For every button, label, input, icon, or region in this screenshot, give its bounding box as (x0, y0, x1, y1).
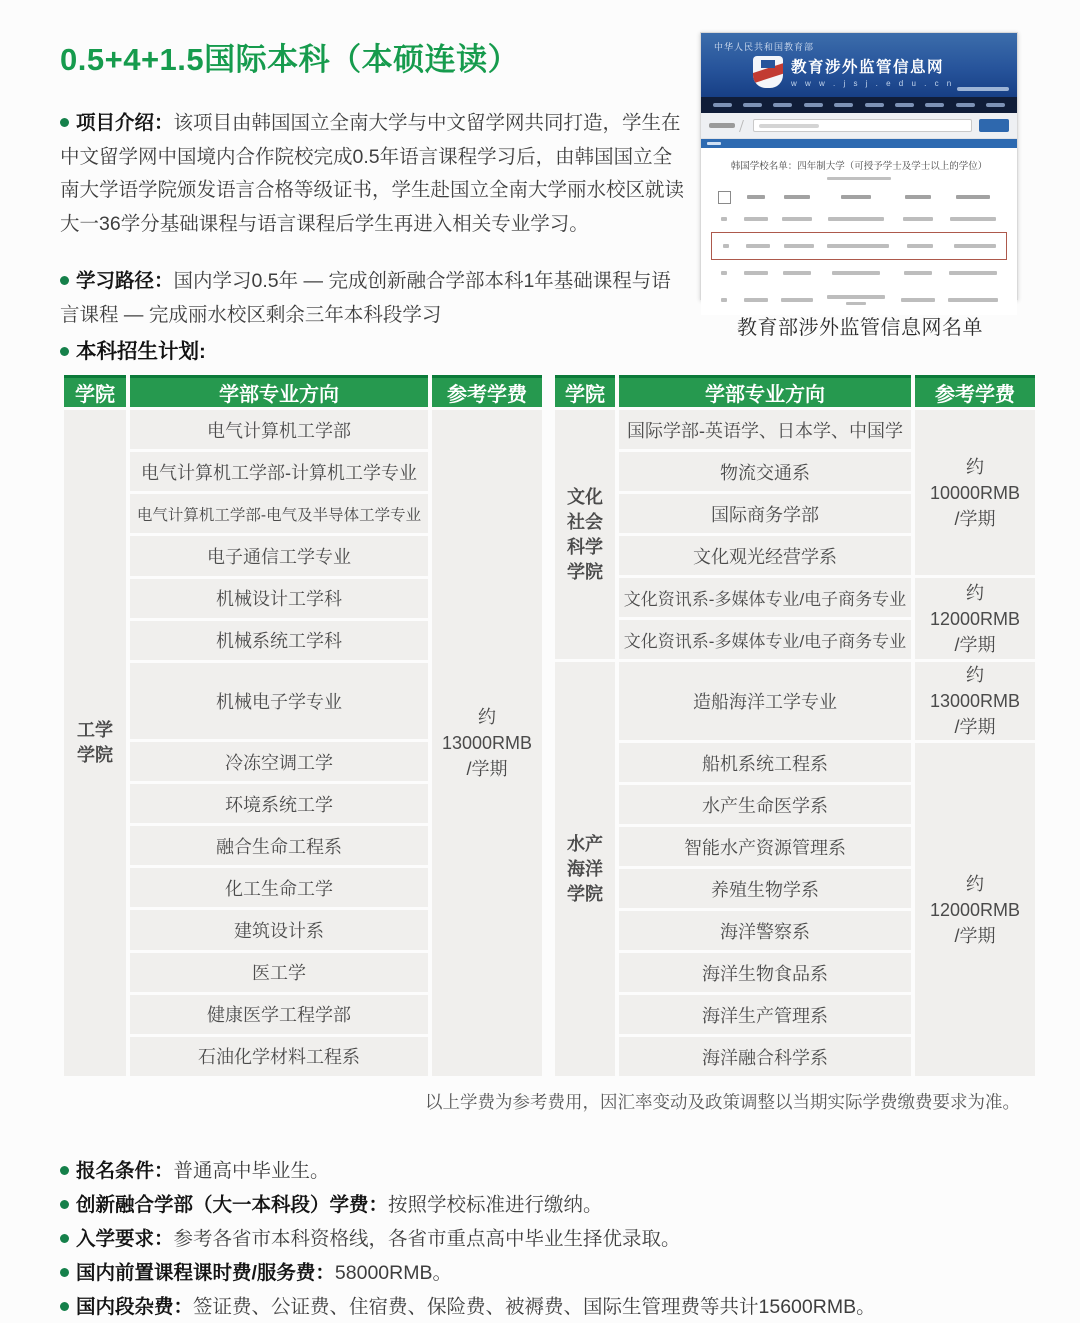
bullet-dot-icon (60, 1234, 69, 1243)
mini-header-cell (747, 195, 765, 199)
bullet-dot-icon (60, 1166, 69, 1175)
mini-breadcrumb-strip (701, 139, 1017, 148)
intro-text: 该项目由韩国国立全南大学与中文留学网共同打造，学生在中文留学网中国境内合作院校完成0.5年语言课程学习后，由韩国国立全南大学语学院颁发语言合格等级证书，学生赴国立全南大学丽水校区就读大一36学分基础课程与语言课程后学生再进入相关专业学习。 (60, 112, 685, 235)
mini-header-cell (841, 195, 871, 199)
mini-breadcrumb-mark (707, 142, 721, 145)
bullet-dot-icon (60, 1268, 69, 1277)
path-text: 国内学习0.5年 — 完成创新融合学部本科1年基础课程与语言课程 — 完成丽水校区剩余三年本科段学习 (60, 270, 671, 326)
mini-list-title: 韩国学校名单：四年制大学（可授予学士及学士以上的学位） (730, 161, 988, 172)
mini-pager-bar (827, 177, 891, 180)
col-header-major: 学部专业方向 (619, 375, 911, 407)
mini-search-row (701, 113, 1017, 139)
major-cell: 文化资讯系-多媒体专业/电子商务专业 (619, 578, 911, 617)
mini-table-row (711, 261, 1007, 285)
major-cell: 海洋生产管理系 (619, 995, 911, 1034)
bullet-dot-icon (60, 118, 69, 127)
major-cell: 建筑设计系 (130, 910, 428, 949)
mini-search-input (753, 119, 972, 132)
fee-cell-fisheries-b: 约 12000RMB /学期 (915, 743, 1035, 1076)
screenshot-caption: 教育部涉外监管信息网名单 (737, 317, 983, 339)
note-item: 报名条件：普通高中毕业生。 (60, 1156, 1020, 1187)
intro-paragraph (60, 107, 688, 241)
major-cell: 冷冻空调工学 (130, 742, 428, 781)
hero-text-column (60, 28, 688, 334)
major-cell: 水产生命医学系 (619, 785, 911, 824)
major-cell: 医工学 (130, 953, 428, 992)
mini-nav-item (986, 103, 1005, 107)
fee-cell-culture-b: 约 12000RMB /学期 (915, 578, 1035, 659)
mini-header-cell (905, 195, 931, 199)
major-cell: 国际商务学部 (619, 494, 911, 533)
major-cell: 环境系统工学 (130, 784, 428, 823)
major-cell: 电子通信工学专业 (130, 536, 428, 575)
mini-site-identity (791, 55, 954, 88)
major-cell: 健康医学工程学部 (130, 995, 428, 1034)
hero-section (60, 28, 1020, 339)
bullet-dot-icon (60, 276, 69, 285)
major-cell: 融合生命工程系 (130, 826, 428, 865)
fee-cell-engineering: 约 13000RMB /学期 (432, 410, 542, 1076)
mini-nav-item (925, 103, 944, 107)
bottom-notes (60, 1156, 1020, 1323)
college-cell-fisheries: 水产 海洋 学院 (555, 662, 615, 1076)
mini-nav-item (865, 103, 884, 107)
major-cell: 造船海洋工学专业 (619, 662, 911, 740)
plan-table-engineering (60, 372, 546, 1079)
major-cell: 养殖生物学系 (619, 869, 911, 908)
bullet-dot-icon (60, 1302, 69, 1311)
college-cell-engineering: 工学 学院 (64, 410, 126, 1076)
mini-site-name: 教育涉外监管信息网 (791, 59, 945, 76)
note-item: 国内段杂费：签证费、公证费、住宿费、保险费、被褥费、国际生管理费等共计15600RMB。 (60, 1292, 1020, 1323)
mini-nav-item (713, 103, 732, 107)
mini-nav-item (834, 103, 853, 107)
major-cell: 文化观光经营学系 (619, 536, 911, 575)
major-cell: 电气计算机工学部-计算机工学专业 (130, 452, 428, 491)
fee-cell-fisheries-a: 约 13000RMB /学期 (915, 662, 1035, 740)
mini-nav-item (743, 103, 762, 107)
major-cell: 国际学部-英语学、日本学、中国学 (619, 410, 911, 449)
jsj-shield-logo-icon (753, 56, 783, 88)
major-cell: 电气计算机工学部 (130, 410, 428, 449)
major-cell: 海洋融合科学系 (619, 1037, 911, 1076)
highlighted-row-border (711, 232, 1007, 260)
mini-nav-item (804, 103, 823, 107)
mini-date-bar (957, 87, 1009, 91)
fee-footnote: 以上学费为参考费用，因汇率变动及政策调整以当期实际学费缴费要求为准。 (425, 1092, 1020, 1112)
note-item: 国内前置课程课时费/服务费：58000RMB。 (60, 1258, 1020, 1289)
mini-search-button (979, 119, 1009, 132)
mini-nav-item (956, 103, 975, 107)
enrollment-tables (60, 372, 1020, 1079)
col-header-major: 学部专业方向 (130, 375, 428, 407)
col-header-college: 学院 (64, 375, 126, 407)
major-cell: 石油化学材料工程系 (130, 1037, 428, 1076)
bullet-dot-icon (60, 347, 69, 356)
major-cell: 智能水产资源管理系 (619, 827, 911, 866)
hero-screenshot-column (700, 28, 1020, 339)
moe-site-screenshot (700, 32, 1018, 300)
major-cell: 化工生命工学 (130, 868, 428, 907)
college-cell-culture: 文化 社会 科学 学院 (555, 410, 615, 659)
mini-header-box (718, 191, 731, 204)
mini-nav-item (773, 103, 792, 107)
plan-table-culture-fisheries (551, 372, 1039, 1079)
major-cell: 海洋生物食品系 (619, 953, 911, 992)
mini-table-header (711, 187, 1007, 207)
mini-site-url: w w w . j s j . e d u . c n (791, 79, 955, 88)
mini-site-header (701, 33, 1017, 97)
note-item: 入学要求：参考各省市本科资格线，各省市重点高中毕业生择优录取。 (60, 1224, 1020, 1255)
mini-search-separator (739, 120, 749, 132)
mini-nav-item (895, 103, 914, 107)
mini-header-cell (784, 195, 810, 199)
major-cell: 船机系统工程系 (619, 743, 911, 782)
mini-site-body (701, 148, 1017, 315)
major-cell: 文化资讯系-多媒体专业/电子商务专业 (619, 620, 911, 659)
path-label: 学习路径： (76, 270, 174, 292)
mini-nav-bar (701, 97, 1017, 113)
mini-site-brand (701, 55, 1017, 88)
intro-label: 项目介绍： (76, 112, 174, 134)
major-cell: 电气计算机工学部-电气及半导体工学专业 (130, 494, 428, 533)
mini-table-row (711, 207, 1007, 231)
path-paragraph (60, 265, 688, 332)
mini-search-label (709, 123, 735, 128)
mini-table-row-highlighted (713, 234, 1005, 258)
bullet-dot-icon (60, 1200, 69, 1209)
page-title: 0.5+4+1.5国际本科（本硕连读） (60, 42, 520, 77)
mini-header-cell (956, 195, 990, 199)
major-cell: 机械系统工学科 (130, 621, 428, 660)
col-header-college: 学院 (555, 375, 615, 407)
note-item: 创新融合学部（大一本科段）学费：按照学校标准进行缴纳。 (60, 1190, 1020, 1221)
major-cell: 机械电子学专业 (130, 663, 428, 739)
mini-ministry-text: 中华人民共和国教育部 (714, 42, 815, 52)
col-header-fee: 参考学费 (432, 375, 542, 407)
major-cell: 机械设计工学科 (130, 579, 428, 618)
fee-cell-culture-a: 约 10000RMB /学期 (915, 410, 1035, 575)
major-cell: 海洋警察系 (619, 911, 911, 950)
major-cell: 物流交通系 (619, 452, 911, 491)
col-header-fee: 参考学费 (915, 375, 1035, 407)
plan-heading-text: 本科招生计划: (76, 340, 206, 363)
